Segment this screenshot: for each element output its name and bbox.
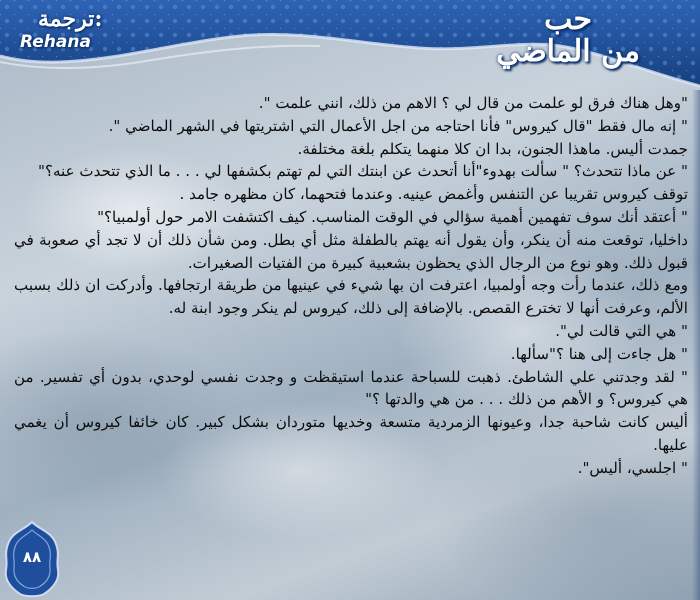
paragraph: " إنه مال فقط "قال كيروس" فأنا احتاجه من اجل الأعمال التي اشتريتها في الشهر الماضي ". — [108, 116, 688, 135]
right-edge-shade — [692, 90, 700, 600]
paragraph: " هل جاءت إلى هنا ؟"سألها. — [510, 344, 688, 363]
paragraph: " اجلسي، أليس". — [577, 458, 688, 477]
title-line-2: من الماضي — [496, 34, 640, 69]
paragraph: " لقد وجدتني علي الشاطئ. ذهبت للسباحة عندما استيقظت و وجدت نفسي لوحدي، بدون أي تفسير. من هي كيروس؟ و الأهم من ذلك . . . من هي والدتها ؟" — [14, 367, 688, 409]
paragraph: " أعتقد أنك سوف تفهمين أهمية سؤالي في الوقت المناسب. كيف اكتشفت الامر حول أولمبيا؟" — [97, 207, 688, 226]
translator-credit — [20, 6, 103, 52]
chapter-title — [496, 4, 640, 68]
paragraph: توقف كيروس تقريبا عن التنفس وأغمض عينيه. وعندما فتحهما، كان مظهره جامد . — [179, 185, 688, 204]
paragraph: " عن ماذا تتحدث؟ " سألت بهدوء"أنا أتحدث عن ابنتك التي لم تهتم بكشفها لي . . . ما الذي تتحدث عنه؟" — [38, 162, 688, 181]
paragraph: " هي التي قالت لي". — [555, 321, 688, 340]
translation-label: ترجمة: — [38, 6, 103, 32]
story-text — [14, 92, 688, 480]
page-number: ٨٨ — [22, 548, 42, 566]
paragraph: ومع ذلك، عندما رأت وجه أولمبيا، اعترفت ان بها شيء في عينيها من طريقة ارتجافها. وأدركت ان ذلك بسبب الألم، وعرفت أنها لا تخترع القصص. بالإضافة إلى ذلك، كيروس لم ينكر وجود ابنة له. — [14, 276, 688, 318]
paragraph: جمدت أليس. ماهذا الجنون، بدا ان كلا منهما يتكلم بلغة مختلفة. — [297, 139, 688, 158]
paragraph: داخليا، توقعت منه أن ينكر، وأن يقول أنه يهتم بالطفلة مثل أي بطل. ومن شأن ذلك أن لا تجد أي صعوبة في قبول ذلك. وهو نوع من الرجال الذي يحظون بشعبية كبيرة من الفتيات الصغيرات. — [14, 230, 688, 272]
paragraph: أليس كانت شاحبة جدا، وعيونها الزمردية متسعة وخديها متوردان بشكل كبير. كان خائفا كيروس أن يغمي عليها. — [14, 413, 688, 454]
paragraph: "وهل هناك فرق لو علمت من قال لي ؟ الاهم من ذلك، انني علمت ". — [258, 94, 688, 112]
title-line-1: حب — [544, 2, 593, 37]
translator-name: Rehana — [20, 32, 91, 52]
